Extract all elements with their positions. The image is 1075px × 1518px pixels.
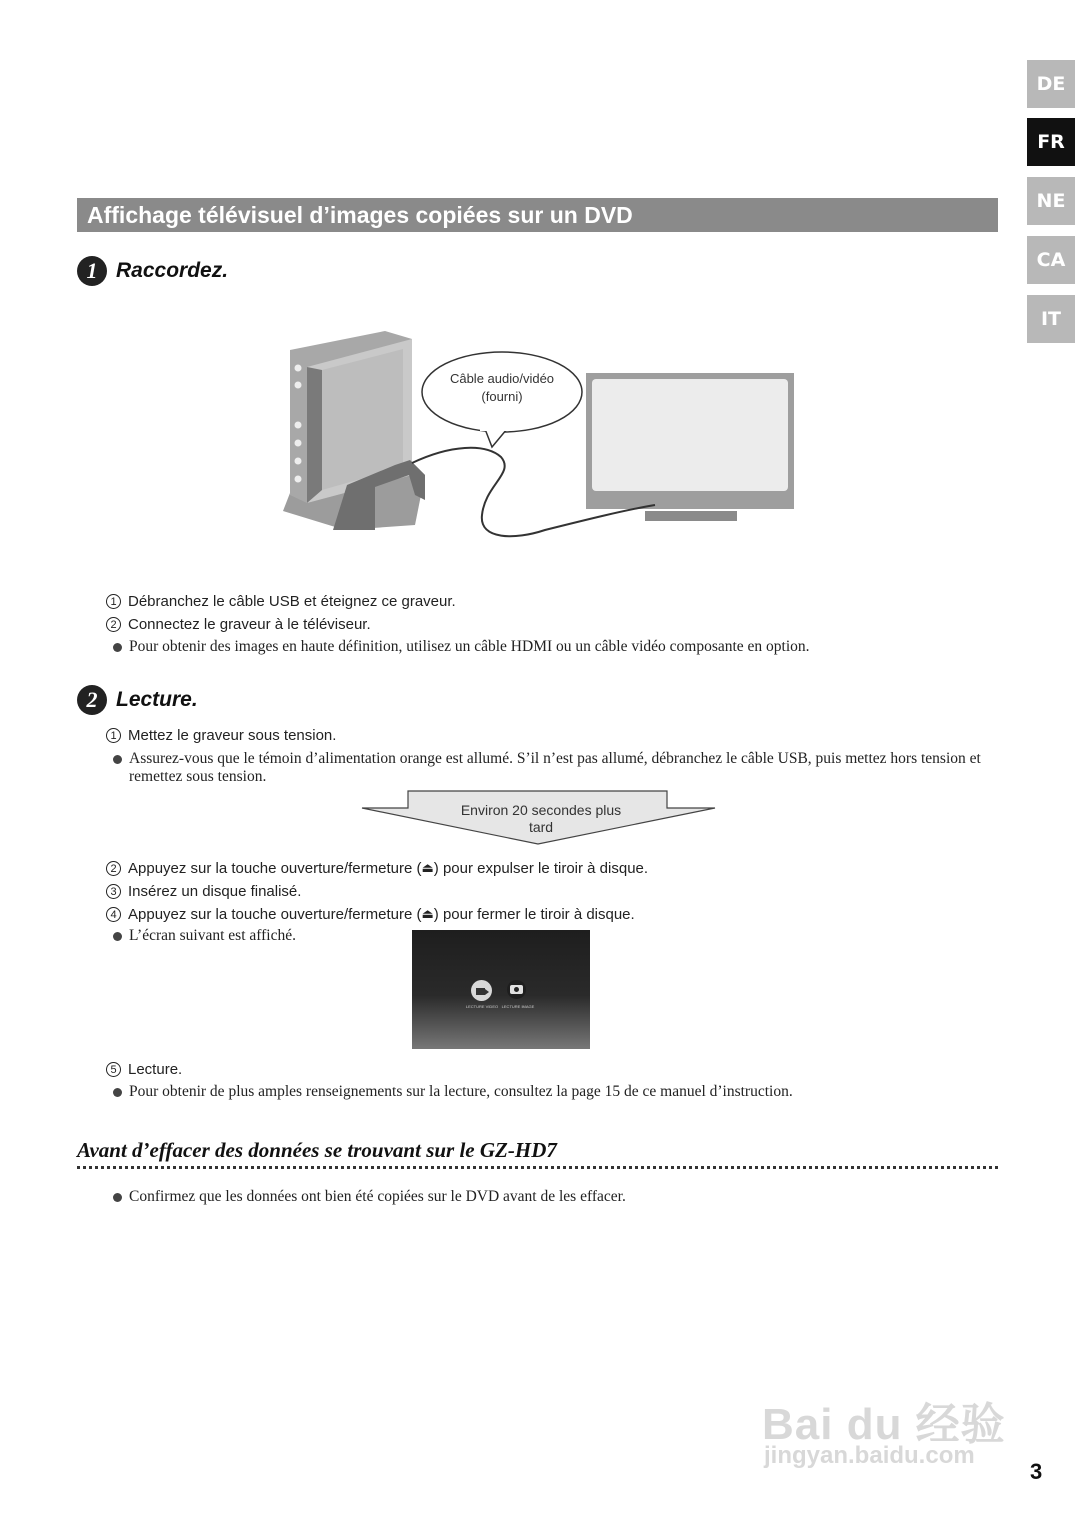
watermark-brand: Bai du 经验 [762, 1400, 1006, 1449]
time-arrow-label [430, 802, 652, 836]
bullet-icon [113, 932, 122, 941]
time-arrow-line-2: tard [528, 819, 554, 835]
step2-item1-marker: 1 [106, 728, 121, 743]
step2-note3-text: Pour obtenir de plus amples renseignements sur la lecture, consultez la page 15 de ce manuel d’instruction. [129, 1083, 793, 1100]
menu-screen [412, 930, 590, 1049]
step2-note3 [113, 1083, 998, 1101]
screen-label-video: LECTURE VIDEO [465, 1004, 499, 1009]
lang-tab-ne: NE [1027, 177, 1075, 225]
bullet-icon [113, 755, 122, 764]
photo-camera-icon [507, 980, 526, 999]
step2-item3-marker: 3 [106, 884, 121, 899]
step1-heading [77, 256, 228, 286]
subsection-title: Avant d’effacer des données se trouvant sur le GZ-HD7 [77, 1138, 557, 1162]
lang-tab-it: IT [1027, 295, 1075, 343]
screen-label-image: LECTURE IMAGE [501, 1004, 535, 1009]
list-item [106, 906, 635, 923]
recorder-led [295, 365, 302, 372]
callout-line-2: (fourni) [481, 389, 523, 404]
step2-number: 2 [77, 685, 107, 715]
time-arrow-line-1: Environ 20 secondes plus [460, 802, 622, 818]
subsection-note [113, 1188, 998, 1206]
step2-item1-text: Mettez le graveur sous tension. [128, 727, 337, 744]
page-number: 3 [1030, 1459, 1043, 1484]
callout-line-1: Câble audio/vidéo [449, 371, 555, 386]
step1-item2-text: Connectez le graveur à le téléviseur. [128, 616, 371, 633]
eject-icon: ⏏ [421, 906, 434, 921]
callout-text [422, 370, 582, 406]
dotted-divider [77, 1166, 998, 1169]
step2-note1 [113, 750, 998, 786]
watermark-url: jingyan.baidu.com [764, 1442, 975, 1469]
step1-note [113, 638, 998, 656]
step2-item5-marker: 5 [106, 1062, 121, 1077]
step1-item2-marker: 2 [106, 617, 121, 632]
eject-icon: ⏏ [421, 860, 434, 875]
subsection-note-text: Confirmez que les données ont bien été copiées sur le DVD avant de les effacer. [129, 1188, 626, 1205]
step2-item2-after: ) pour expulser le tiroir à disque. [433, 860, 649, 877]
step2-note2 [113, 927, 413, 945]
list-item [106, 860, 648, 877]
step2-item3-text: Insérez un disque finalisé. [128, 883, 302, 900]
bullet-icon [113, 643, 122, 652]
step1-title: Raccordez. [116, 259, 229, 282]
list-item [106, 1061, 182, 1078]
lang-tab-fr: FR [1027, 118, 1075, 166]
step2-item2-before: Appuyez sur la touche ouverture/fermeture ( [128, 860, 422, 877]
step1-number: 1 [77, 256, 107, 286]
step1-item1-text: Débranchez le câble USB et éteignez ce graveur. [128, 593, 456, 610]
video-camera-icon [471, 980, 492, 1001]
step2-item2-marker: 2 [106, 861, 121, 876]
step2-title: Lecture. [116, 688, 198, 711]
step2-item5-text: Lecture. [128, 1061, 183, 1078]
step2-note1-text: Assurez-vous que le témoin d’alimentation orange est allumé. S’il n’est pas allumé, débranchez le câble USB, puis mettez hors tension et remettez sous tension. [129, 750, 981, 785]
list-item [106, 883, 301, 900]
step2-item4-after: ) pour fermer le tiroir à disque. [433, 906, 635, 923]
bullet-icon [113, 1088, 122, 1097]
lang-tab-ca: CA [1027, 236, 1075, 284]
step2-item4-marker: 4 [106, 907, 121, 922]
bullet-icon [113, 1193, 122, 1202]
lang-tab-de: DE [1027, 60, 1075, 108]
list-item [106, 616, 371, 633]
list-item [106, 593, 456, 610]
step2-item4-before: Appuyez sur la touche ouverture/fermeture ( [128, 906, 422, 923]
step2-note2-text: L’écran suivant est affiché. [129, 927, 296, 944]
step2-heading [77, 685, 198, 715]
tv-stand [645, 511, 737, 521]
step1-note-text: Pour obtenir des images en haute définition, utilisez un câble HDMI ou un câble vidéo composante en option. [129, 638, 810, 655]
tv-screen [592, 379, 788, 491]
section-title: Affichage télévisuel d’images copiées sur un DVD [77, 198, 998, 232]
list-item [106, 727, 336, 744]
step1-item1-marker: 1 [106, 594, 121, 609]
connection-illustration [275, 325, 805, 550]
